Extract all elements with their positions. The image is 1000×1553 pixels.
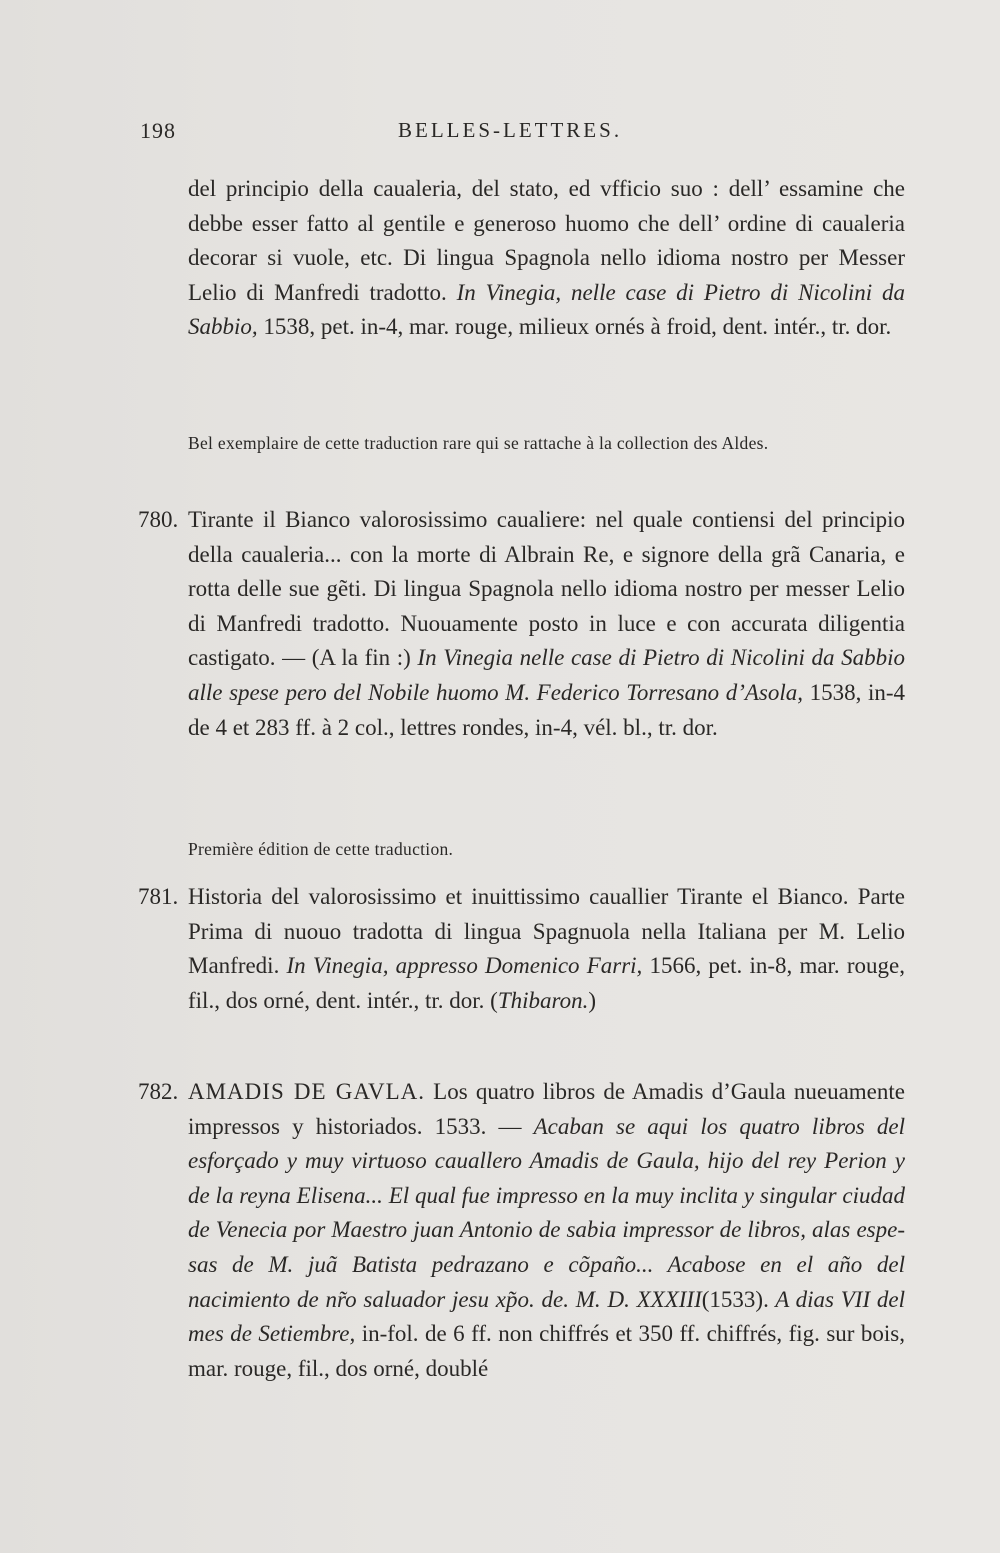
entry-imprint: In Vinegia nelle case di Pietro di Nicolini da Sabbio alle spese pero del Nobile huomo M. Federico Torresano d’Asola,: [188, 645, 905, 705]
entry-heading: AMADIS DE GAVLA.: [188, 1079, 425, 1104]
entry-780: [138, 503, 905, 745]
entry-date-paren: (1533).: [701, 1286, 769, 1312]
entry-number: 782.: [138, 1079, 179, 1104]
entry-description: 1566, pet. in-8, mar. rouge, fil., dos orné, dent. intér., tr. dor. (: [188, 953, 905, 1013]
continuation-text: del principio della caualeria, del stato, ed vfficio suo : dell’ essamine che debbe esser fatto al gentile e generoso huomo che dell’ ordine di caualeria decorar si vuole, etc. Di lingua Spagnola nello idioma nostro per Messer Lelio di Manfredi tradotto.: [188, 176, 905, 305]
entry-colophon-date: A dias VII del mes de Setiembre,: [188, 1286, 906, 1347]
page-number: 198: [140, 118, 176, 143]
entry-title-text: Tirante il Bianco valorosissimo caualiere: nel quale contiensi del principio della caualeria... con la morte di Albrain Re, e signore della grã Canaria, e rotta delle sue gẽti. Di lingua Spagnola nello idioma nostro per messer Lelio di Manfredi tradotto. Nuouamente posto in luce e con accurata diligentia castigato. — (A la fin :): [188, 507, 905, 671]
entry-provenance: Thibaron.: [497, 987, 589, 1013]
page-header: [0, 118, 1000, 148]
entry-imprint: In Vinegia, appresso Domenico Farri,: [286, 953, 643, 979]
continuation-imprint: In Vinegia, nelle case di Pietro di Nicolini da Sabbio,: [188, 279, 905, 340]
continuation-description: 1538, pet. in-4, mar. rouge, milieux ornés à froid, dent. intér., tr. dor.: [257, 314, 892, 340]
entry-title-text: Historia del valorosissimo et inuittissimo cauallier Tirante el Bianco. Parte Prima di nuouo tradotta di lingua Spagnuola nella Italiana per M. Lelio Manfredi.: [188, 884, 905, 979]
running-head: BELLES-LETTRES.: [398, 118, 623, 142]
entry-colophon: Acaban se aqui los quatro libros del esforçado y muy virtuoso cauallero Amadis de Gaula, hijo del rey Perion y de la reyna Elisena... El qual fue impresso en la muy inclita y singular ciudad de Venecia por Maestro juan Antonio de sabia impressor de libros, alas espesas de M. juã Batista pedrazano e cõpaño... Acabose en el año del nacimiento de nr̃o saluador jesu xp̃o. de. M. D. XXXIII: [188, 1113, 905, 1312]
note-first-edition: Première édition de cette traduction.: [188, 839, 454, 859]
entry-number: 780.: [138, 507, 179, 532]
entry-781: [138, 880, 905, 1018]
entry-number: 781.: [138, 884, 179, 909]
note-fine-copy: Bel exemplaire de cette traduction rare qui se rattache à la collection des Aldes.: [188, 433, 769, 453]
entry-close-paren: ): [588, 987, 597, 1013]
entry-782: [138, 1075, 906, 1386]
entry-title-text: Los quatro libros de Amadis d’Gaula nueuamente impressos y historiados. 1533. —: [188, 1079, 905, 1139]
entry-description: in-fol. de 6 ff. non chiffrés et 350 ff. chiffrés, fig. sur bois, mar. rouge, fil., dos orné, doublé: [188, 1321, 905, 1381]
continuation-paragraph: [188, 172, 905, 345]
entry-description: 1538, in-4 de 4 et 283 ff. à 2 col., lettres rondes, in-4, vél. bl., tr. dor.: [188, 679, 905, 740]
